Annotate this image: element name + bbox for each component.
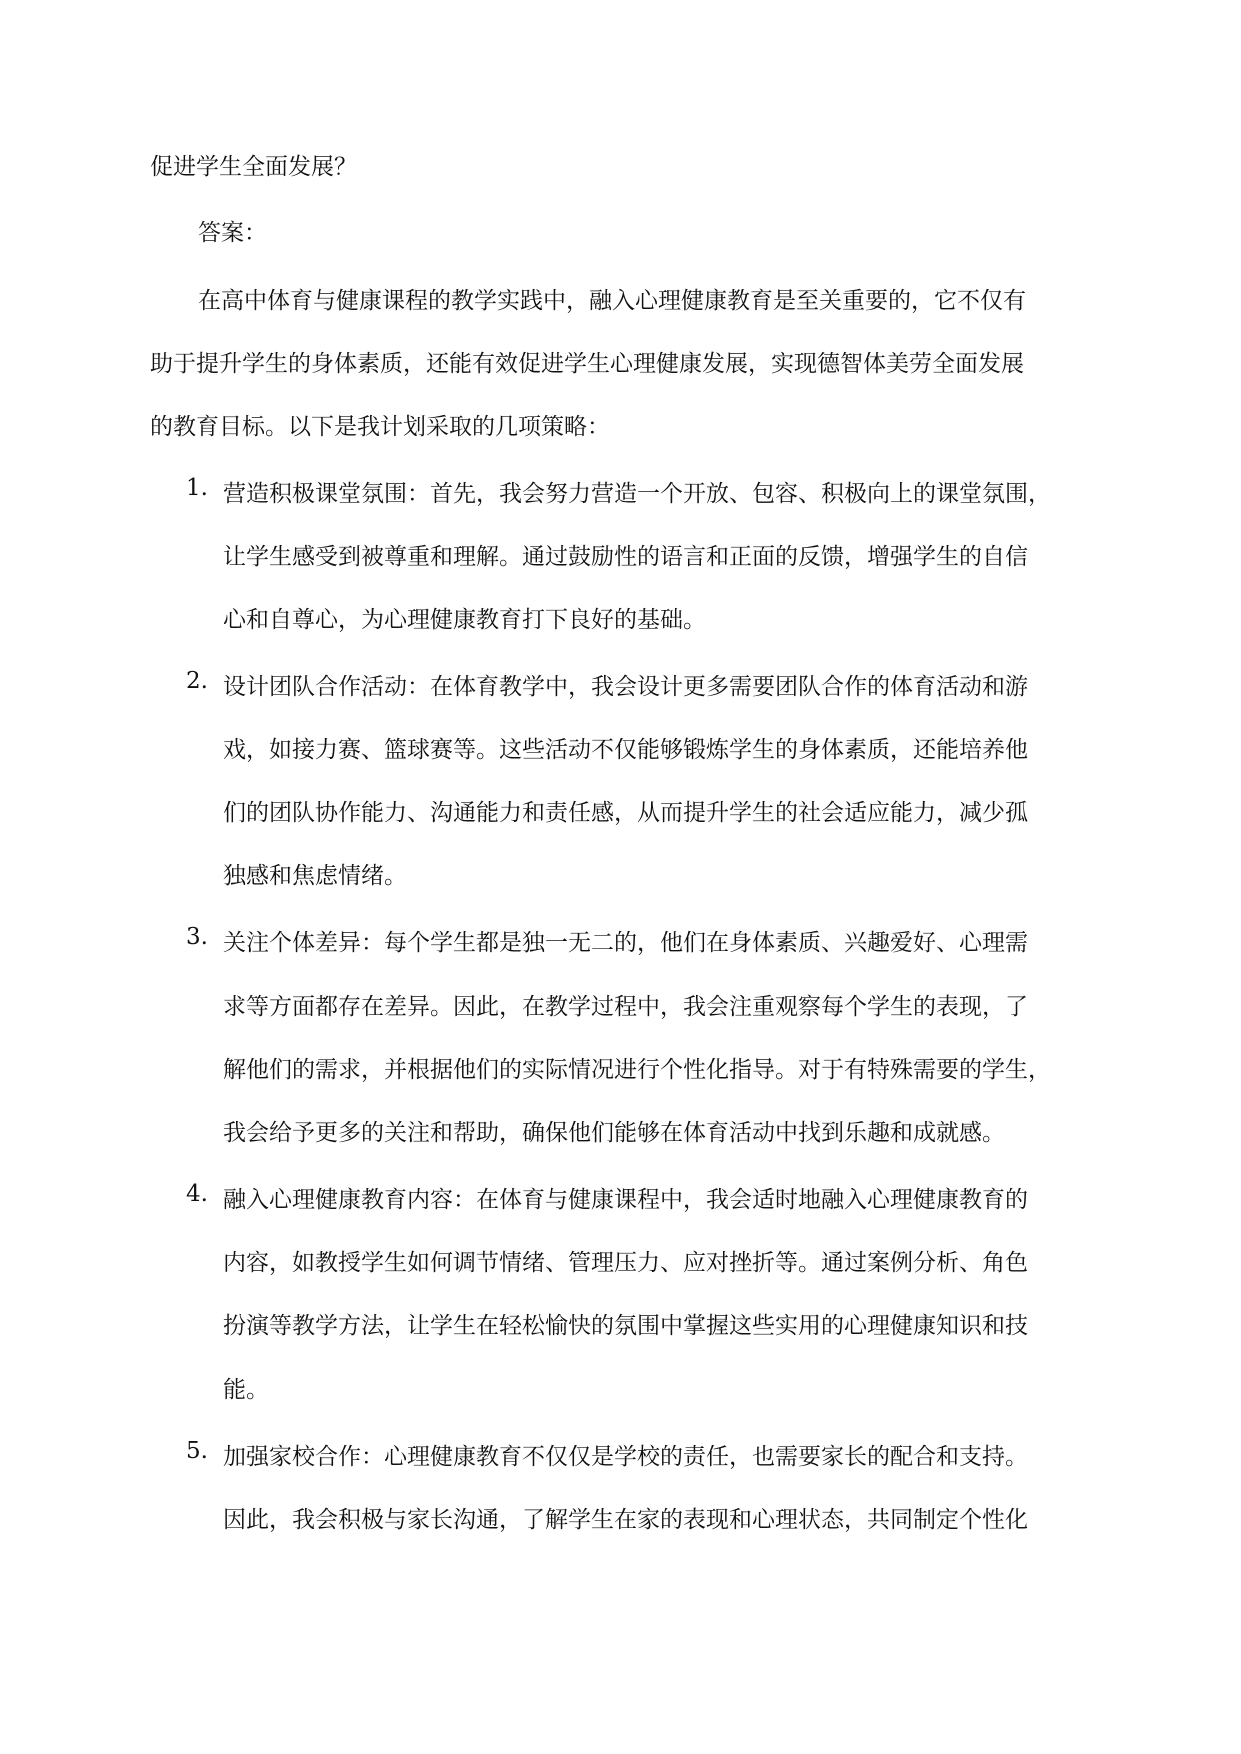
item-line: 心和自尊心，为心理健康教育打下良好的基础。	[223, 607, 706, 633]
item-line: 关注个体差异：每个学生都是独一无二的，他们在身体素质、兴趣爱好、心理需	[223, 930, 1028, 956]
item-line: 让学生感受到被尊重和理解。通过鼓励性的语言和正面的反馈，增强学生的自信	[223, 544, 1028, 570]
item-line: 因此，我会积极与家长沟通，了解学生在家的表现和心理状态，共同制定个性化	[223, 1507, 1028, 1533]
item-line: 融入心理健康教育内容：在体育与健康课程中，我会适时地融入心理健康教育的	[223, 1187, 1028, 1213]
item-line: 解他们的需求，并根据他们的实际情况进行个性化指导。对于有特殊需要的学生，	[223, 1057, 1051, 1083]
item-number: 2.	[186, 668, 208, 694]
item-number: 4.	[186, 1181, 208, 1207]
item-line: 加强家校合作：心理健康教育不仅仅是学校的责任，也需要家长的配合和支持。	[223, 1444, 1028, 1470]
continuation-line: 促进学生全面发展？	[150, 154, 357, 180]
item-number: 1.	[186, 475, 208, 501]
item-line: 营造积极课堂氛围：首先，我会努力营造一个开放、包容、积极向上的课堂氛围，	[223, 481, 1051, 507]
item-line: 独感和焦虑情绪。	[223, 863, 407, 889]
item-line: 能。	[223, 1377, 269, 1403]
intro-line: 助于提升学生的身体素质，还能有效促进学生心理健康发展，实现德智体美劳全面发展	[150, 351, 1024, 377]
item-line: 戏，如接力赛、篮球赛等。这些活动不仅能够锻炼学生的身体素质，还能培养他	[223, 737, 1028, 763]
item-line: 设计团队合作活动：在体育教学中，我会设计更多需要团队合作的体育活动和游	[223, 674, 1028, 700]
intro-line: 在高中体育与健康课程的教学实践中，融入心理健康教育是至关重要的，它不仅有	[198, 288, 1026, 314]
answer-label: 答案：	[198, 220, 267, 246]
item-number: 5.	[186, 1438, 208, 1464]
intro-line: 的教育目标。以下是我计划采取的几项策略：	[150, 414, 610, 440]
item-line: 扮演等教学方法，让学生在轻松愉快的氛围中掌握这些实用的心理健康知识和技	[223, 1313, 1028, 1339]
item-number: 3.	[186, 924, 208, 950]
item-line: 我会给予更多的关注和帮助，确保他们能够在体育活动中找到乐趣和成就感。	[223, 1120, 1005, 1146]
item-line: 内容，如教授学生如何调节情绪、管理压力、应对挫折等。通过案例分析、角色	[223, 1250, 1028, 1276]
item-line: 们的团队协作能力、沟通能力和责任感，从而提升学生的社会适应能力，减少孤	[223, 800, 1028, 826]
item-line: 求等方面都存在差异。因此，在教学过程中，我会注重观察每个学生的表现，了	[223, 994, 1028, 1020]
